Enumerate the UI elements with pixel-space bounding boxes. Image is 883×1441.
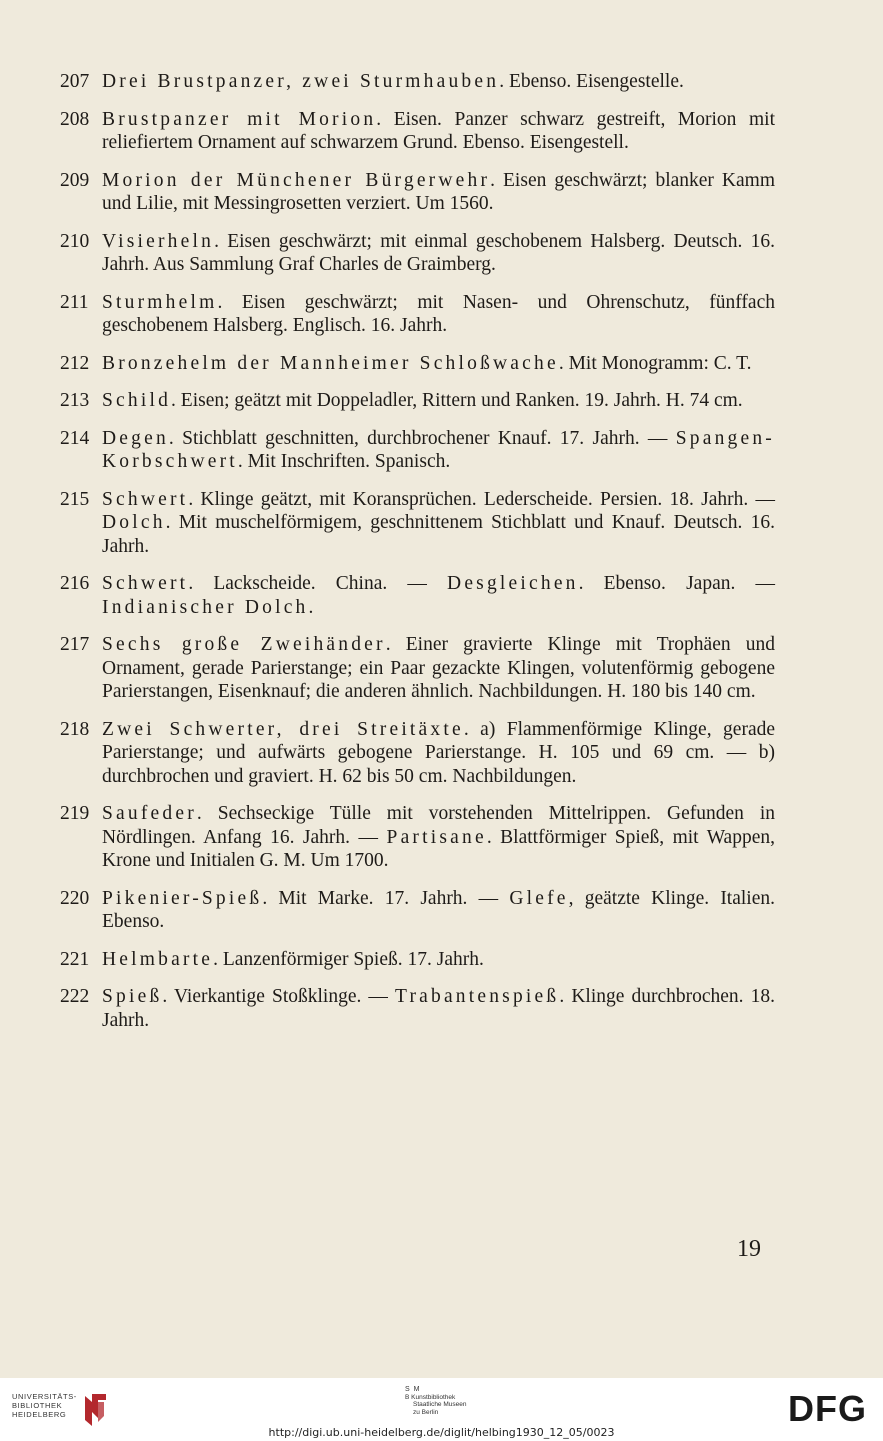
entry-title-spaced: Brustpanzer mit Morion [102,108,377,130]
entry-number: 218 [60,718,90,740]
ub-logo-icon [82,1392,108,1426]
ub-logo-line: UNIVERSITÄTS- [12,1392,77,1401]
entry-description: . Mit muschelförmigem, geschnittenem Stichblatt und Knauf. Deutsch. 16. Jahrh. [102,512,775,557]
ub-logo-line: HEIDELBERG [12,1410,67,1419]
catalog-entry [60,572,775,619]
entry-description: . Stichblatt geschnitten, durchbrochener Knauf. 17. Jahrh. — [168,427,676,449]
entry-description: . Mit Inschriften. Spanisch. [237,451,451,472]
entry-number: 209 [60,169,90,191]
entry-title-spaced: Spieß [102,986,163,1007]
entry-description: . Klinge geätzt, mit Koransprüchen. Lederscheide. Persien. 18. Jahrh. — [188,488,775,510]
ub-logo-line: BIBLIOTHEK [12,1401,63,1410]
entry-number: 210 [60,230,90,252]
catalog-entry [60,291,775,338]
ub-logo-text [12,1392,77,1419]
kb-logo-line: zu Berlin [413,1408,439,1416]
catalog-entry [60,802,775,873]
kb-logo-line: S M [405,1386,421,1393]
dfg-logo[interactable]: DFG [788,1388,867,1429]
entry-title-spaced: Pikenier-Spieß [102,887,263,909]
entry-description: . Mit Monogramm: C. T. [558,352,752,374]
entry-number: 216 [60,573,90,594]
entry-description: . Eisen. Panzer schwarz gestreift, Morion mit reliefiertem Ornament auf schwarzem Grund. Ebenso. Eisengestell. [102,108,775,153]
catalog-entry [60,887,775,934]
entry-number: 215 [60,488,90,510]
entry-title-spaced: Sechs große Zweihänder [102,634,386,655]
entry-number: 212 [60,352,90,374]
entry-title-spaced: Glefe [509,887,569,909]
catalog-entry [60,427,775,474]
entry-description: . Eisen; geätzt mit Doppeladler, Rittern und Ranken. 19. Jahrh. H. 74 cm. [171,390,743,411]
entry-title-spaced: Partisane [386,826,487,848]
catalog-entry [60,108,775,155]
kb-logo-line: B Kunstbibliothek [405,1393,456,1401]
entry-title-spaced: Drei Brustpanzer, zwei Sturmhauben [102,71,500,92]
entry-title-spaced: Morion der Münchener Bürgerwehr [102,169,491,191]
entry-description: , geätzte Klinge. Italien. Ebenso. [102,887,775,932]
catalog-entry [60,352,775,376]
entry-number: 219 [60,803,90,824]
entry-title-spaced: Indianischer Dolch [102,596,309,618]
entry-title-spaced: Spangen-Korbschwert [102,427,775,472]
entry-title-spaced: Schwert [102,488,189,510]
entry-description: . Eisen geschwärzt; mit einmal geschobenem Halsberg. Deutsch. 16. Jahrh. Aus Sammlung Graf Charles de Graimberg. [102,230,775,275]
entry-description: . Eisen geschwärzt; mit Nasen- und Ohrenschutz, fünffach geschobenem Halsberg. Englisch. 16. Jahrh. [102,291,775,336]
entry-description: . Einer gravierte Klinge mit Trophäen und Ornament, gerade Parierstange; ein Paar gezackte Klingen, volutenförmig gebogene Parierstangen, Eisenknauf; die anderen ähnlich. Nachbildungen. H. 180 bis 140 cm. [102,634,775,702]
entry-title-spaced: Degen [102,427,169,449]
entry-description: . Sechseckige Tülle mit vorstehenden Mittelrippen. Gefunden in Nördlingen. Anfang 16. Jahrh. — [102,803,775,848]
entry-number: 208 [60,108,90,130]
catalog-entry [60,488,775,559]
catalog-entry [60,948,775,972]
entry-number: 222 [60,986,90,1007]
entry-title-spaced: Sturmhelm [102,291,218,313]
entry-description: . Lackscheide. China. — [188,573,448,594]
entry-number: 221 [60,948,90,970]
entry-description: . Blattförmiger Spieß, mit Wappen, Krone und Initialen G. M. Um 1700. [102,826,775,871]
catalog-entry [60,985,775,1032]
entry-description: . Ebenso. Japan. — [578,573,775,594]
entry-number: 214 [60,427,90,449]
catalog-entry [60,169,775,216]
entry-description: . [308,596,314,618]
catalog-entry [60,70,775,94]
entry-title-spaced: Helmbarte [102,948,214,970]
entry-description: . a) Flammenförmige Klinge, gerade Parierstange; und aufwärts gebogene Parierstange. H. 105 und 69 cm. — b) durchbrochen und graviert. H. 62 bis 50 cm. Nachbildungen. [102,718,775,787]
entry-title-spaced: Dolch [102,512,166,533]
entry-title-spaced: Visierheln [102,230,215,252]
entry-title-spaced: Bronzehelm der Mannheimer Schloßwache [102,352,559,374]
entry-number: 220 [60,887,90,909]
entry-title-spaced: Zwei Schwerter, drei Streitäxte [102,718,464,740]
kb-logo-line: Staatliche Museen [413,1401,467,1408]
entry-description: . Lanzenförmiger Spieß. 17. Jahrh. [213,948,484,970]
catalog-entry [60,389,775,413]
ub-heidelberg-logo[interactable] [12,1392,122,1428]
kunstbibliothek-logo[interactable] [405,1386,515,1426]
permalink-url[interactable]: http://digi.ub.uni-heidelberg.de/diglit/helbing1930_12_05/0023 [268,1426,615,1439]
catalog-entry [60,718,775,789]
entry-number: 213 [60,390,90,411]
catalog-entry [60,230,775,277]
entry-description: . Eisen geschwärzt; blanker Kamm und Lilie, mit Messingrosetten verziert. Um 1560. [102,169,775,214]
entry-title-spaced: Schild [102,390,172,411]
entry-description: . Ebenso. Eisengestelle. [499,71,684,92]
page-number: 19 [737,1236,761,1262]
entry-number: 207 [60,71,90,92]
entry-title-spaced: Trabantenspieß [395,986,560,1007]
entry-title-spaced: Desgleichen [447,573,579,594]
catalog-entries [60,70,775,1046]
catalog-entry [60,633,775,704]
entry-title-spaced: Schwert [102,573,189,594]
entry-number: 211 [60,291,89,313]
entry-description: . Mit Marke. 17. Jahrh. — [262,887,510,909]
entry-title-spaced: Saufeder [102,803,197,824]
entry-description: . Vierkantige Stoßklinge. — [162,986,396,1007]
entry-number: 217 [60,634,90,655]
entry-description: . Klinge durchbrochen. 18. Jahrh. [102,986,776,1031]
